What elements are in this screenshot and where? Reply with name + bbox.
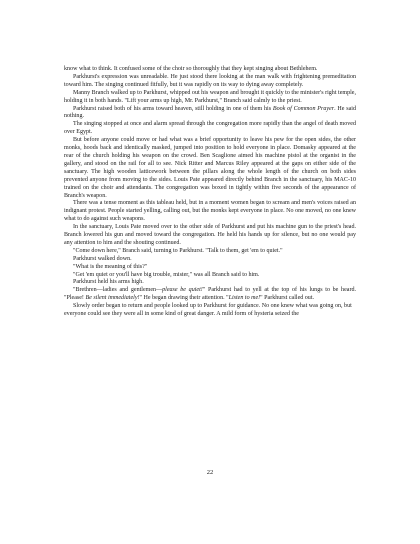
paragraph: "What is the meaning of this?" bbox=[73, 263, 148, 270]
paragraph: Parkhurst's expression was unreadable. He just stood there looking at the man walk with frightening premeditation toward him. The singing continued fitfully, but it was rapidly on its way to dying away completely. bbox=[64, 73, 356, 88]
paragraph: Manny Branch walked up to Parkhurst, whipped out his weapon and brought it quickly to the minister's right temple, holding it in both hands. "Lift your arms up high, Mr. Parkhurst," Branch said calmly to the priest. bbox=[64, 89, 356, 104]
paragraph: But before anyone could move or had what was a brief opportunity to leave his pew for the open sides, the other monks, hoods back and identically masked, jumped into position to hold everyone in place. Domasky appeared at the rear of the church holding his weapon on the crowd. Ben Scaglione aimed his machine pistol at the organist in the gallery, and stood on the rail for all to see. Nick Ritter and Marcus Riley appeared at the gaps on either side of the sanctuary. The high wooden latticework between the pillars along the whole length of the church on both sides prevented anyone from moving to the sides. Louis Pate appeared directly behind Branch in the sanctuary, his MAC-10 trained on the choir and attendants. The congregation was boxed in tightly within five seconds of the appearance of Branch's weapon. bbox=[64, 137, 356, 199]
paragraph: "Brethren—ladies and gentlemen—please be quiet!" Parkhurst had to yell at the top of his lungs to be heard. "Please! Be silent immediately!" He began drawing their attention. "Listen to me!" Parkhurst called out. bbox=[64, 287, 357, 302]
paragraph: There was a tense moment as this tableau held, but in a moment women began to scream and men's voices raised an indignant protest. People started yelling, calling out, but the monks kept everyone in place. No one moved, no one knew what to do against such weapons. bbox=[64, 200, 356, 223]
paragraph: Slowly order began to return and people looked up to Parkhurst for guidance. No one knew what was going on, but everyone could see they were all in some kind of great danger. A mild form of hysteria seized the bbox=[64, 303, 352, 318]
paragraph: "Get 'em quiet or you'll have big trouble, mister," was all Branch said to him. bbox=[73, 271, 260, 278]
paragraph: Parkhurst held his arms high. bbox=[73, 279, 144, 286]
page-number: 22 bbox=[206, 469, 214, 476]
paragraph: The singing stopped at once and alarm spread through the congregation more rapidly than the angel of death moved over Egypt. bbox=[64, 121, 356, 136]
paragraph: Parkhurst raised both of his arms toward heaven, still holding in one of them his Book of Common Prayer. He said nothing. bbox=[64, 105, 356, 120]
paragraph: know what to think. It confused some of the choir so thoroughly that they kept singing about Bethlehem. bbox=[64, 66, 318, 72]
paragraph: Parkhurst walked down. bbox=[73, 255, 132, 262]
paragraph: "Come down here," Branch said, turning to Parkhurst. "Talk to them, get 'em to quiet." bbox=[73, 247, 283, 254]
body-text bbox=[64, 66, 356, 319]
paragraph: In the sanctuary, Louis Pate moved over to the other side of Parkhurst and put his machine gun to the priest's head. Branch lowered his gun and moved toward the congregation. He held his hands up for silence, but no one would pay any attention to him and the shouting continued. bbox=[64, 224, 356, 246]
